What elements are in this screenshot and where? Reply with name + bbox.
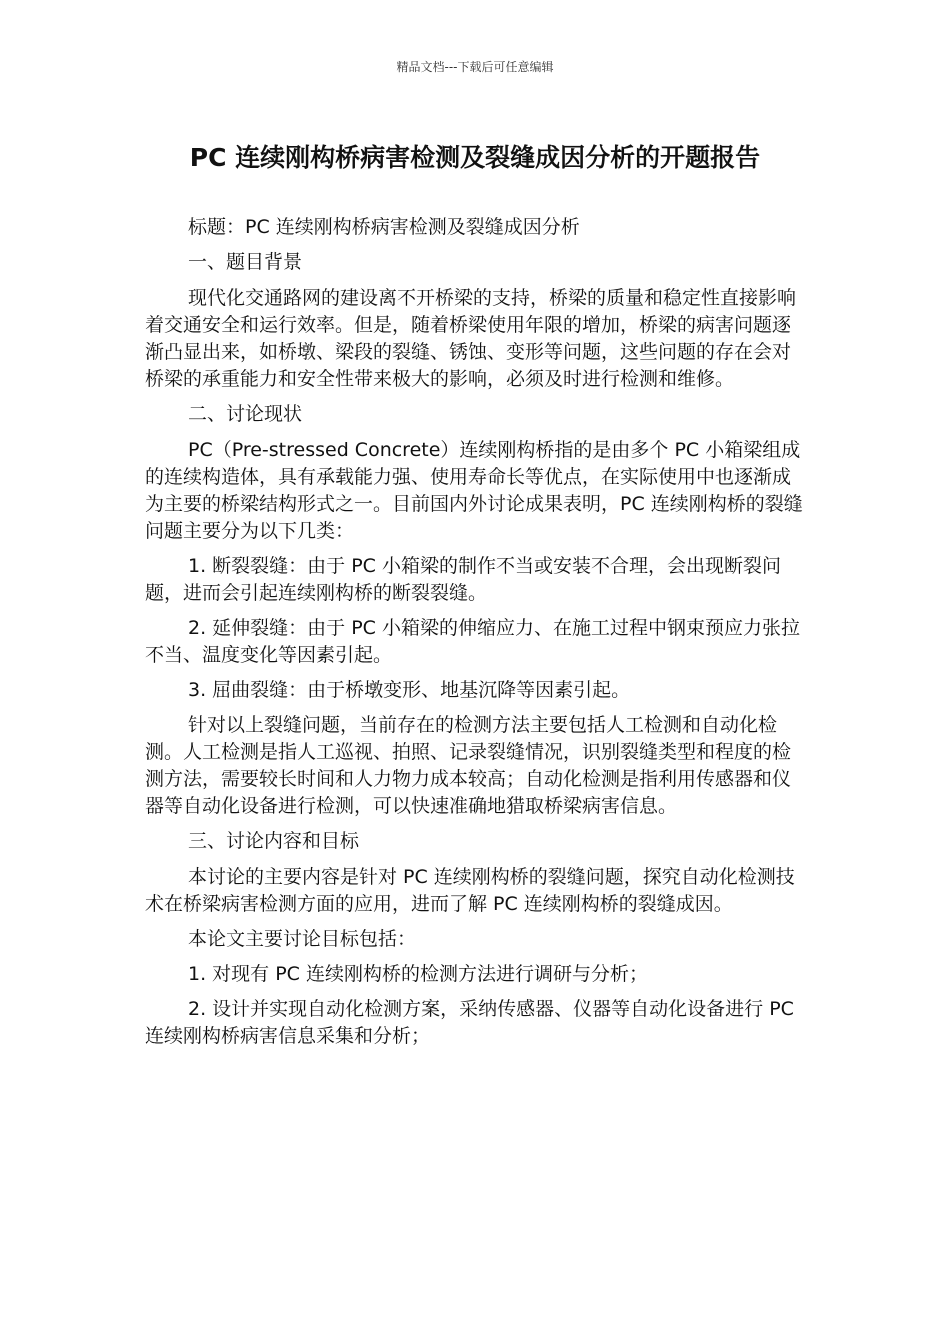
section-heading-status: 二、讨论现状 xyxy=(188,403,303,425)
paragraph-detection-methods: 针对以上裂缝问题，当前存在的检测方法主要包括人工检测和自动化检测。人工检测是指人工巡视、拍照、记录裂缝情况，识别裂缝类型和程度的检测方法，需要较长时间和人力物力成本较高；自动化检测是指利用传感器和仪器等自动化设备进行检测，可以快速准确地猎取桥梁病害信息。 xyxy=(145,714,792,817)
paragraph-status-intro: PC（Pre-stressed Concrete）连续刚构桥指的是由多个 PC 小箱梁组成的连续构造体，具有承载能力强、使用寿命长等优点，在实际使用中也逐渐成为主要的桥梁结构形式之一。目前国内外讨论成果表明，PC 连续刚构桥的裂缝问题主要分为以下几类： xyxy=(145,439,803,542)
paragraph-goals-intro: 本论文主要讨论目标包括： xyxy=(188,928,417,950)
list-item-goal-2: 2. 设计并实现自动化检测方案，采纳传感器、仪器等自动化设备进行 PC 连续刚构桥病害信息采集和分析； xyxy=(145,998,794,1047)
header-note: 精品文档---下载后可任意编辑 xyxy=(396,60,554,74)
paragraph-background: 现代化交通路网的建设离不开桥梁的支持，桥梁的质量和稳定性直接影响着交通安全和运行效率。但是，随着桥梁使用年限的增加，桥梁的病害问题逐渐凸显出来，如桥墩、梁段的裂缝、锈蚀、变形等问题，这些问题的存在会对桥梁的承重能力和安全性带来极大的影响，必须及时进行检测和维修。 xyxy=(145,287,797,390)
section-heading-background: 一、题目背景 xyxy=(188,251,303,273)
document-title: PC 连续刚构桥病害检测及裂缝成因分析的开题报告 xyxy=(189,143,761,172)
paragraph-content: 本讨论的主要内容是针对 PC 连续刚构桥的裂缝问题，探究自动化检测技术在桥梁病害检测方面的应用，进而了解 PC 连续刚构桥的裂缝成因。 xyxy=(145,866,795,915)
document-body xyxy=(145,214,805,1058)
list-item-crack-type-1: 1. 断裂裂缝：由于 PC 小箱梁的制作不当或安装不合理，会出现断裂问题，进而会引起连续刚构桥的断裂裂缝。 xyxy=(145,555,781,604)
subject-line: 标题：PC 连续刚构桥病害检测及裂缝成因分析 xyxy=(188,216,580,238)
list-item-goal-1: 1. 对现有 PC 连续刚构桥的检测方法进行调研与分析； xyxy=(188,963,648,985)
list-item-crack-type-2: 2. 延伸裂缝：由于 PC 小箱梁的伸缩应力、在施工过程中钢束预应力张拉不当、温度变化等因素引起。 xyxy=(145,617,800,666)
list-item-crack-type-3: 3. 屈曲裂缝：由于桥墩变形、地基沉降等因素引起。 xyxy=(188,679,631,701)
section-heading-content-goals: 三、讨论内容和目标 xyxy=(188,830,360,852)
